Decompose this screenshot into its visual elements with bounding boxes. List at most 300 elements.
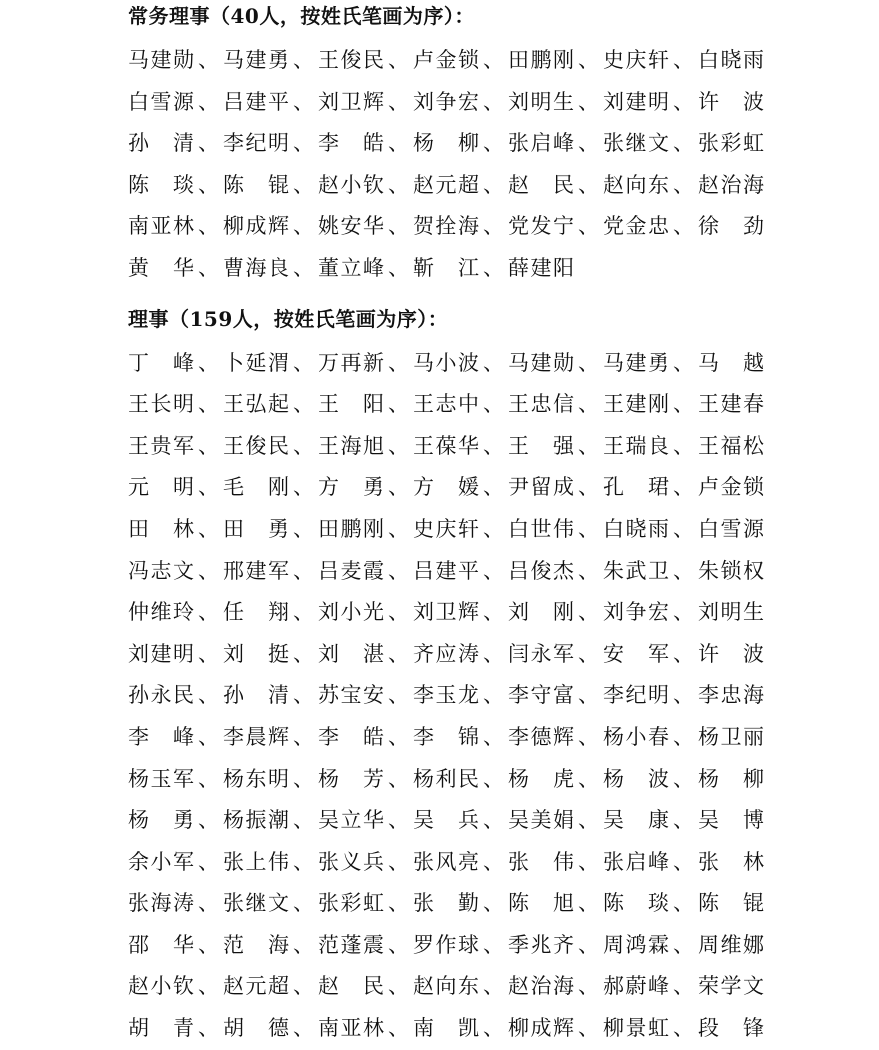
name-separator: 、 xyxy=(293,392,314,417)
name-separator: 、 xyxy=(293,255,314,280)
member-name: 田鹏刚 xyxy=(508,48,574,72)
member-name: 杨振潮 xyxy=(223,808,289,833)
member-name: 季兆齐 xyxy=(508,932,574,957)
name-separator: 、 xyxy=(388,48,409,72)
member-name: 吕建平 xyxy=(223,89,289,114)
member-name: 赵向东 xyxy=(413,974,479,999)
member-name: 赵小钦 xyxy=(128,974,194,999)
name-separator: 、 xyxy=(198,1016,219,1041)
member-name: 任 翔 xyxy=(223,600,289,625)
name-separator: 、 xyxy=(198,172,219,197)
name-separator: 、 xyxy=(198,214,219,239)
name-separator: 、 xyxy=(388,932,409,957)
name-separator: 、 xyxy=(578,433,599,458)
name-separator: 、 xyxy=(483,766,504,791)
member-name: 杨 勇 xyxy=(128,808,194,833)
name-row xyxy=(128,883,768,925)
member-name: 王 阳 xyxy=(318,392,384,417)
directors-list xyxy=(128,343,768,1050)
name-separator: 、 xyxy=(198,641,219,666)
member-name: 余小军 xyxy=(128,849,194,874)
member-name: 刘建明 xyxy=(603,89,669,114)
name-separator: 、 xyxy=(198,891,219,916)
member-name: 许 波 xyxy=(698,641,764,666)
member-name: 李 锦 xyxy=(413,724,479,749)
name-separator: 、 xyxy=(578,516,599,541)
name-separator: 、 xyxy=(673,350,694,375)
name-separator: 、 xyxy=(198,433,219,458)
member-name: 刘卫辉 xyxy=(318,89,384,114)
name-separator: 、 xyxy=(483,974,504,999)
member-name: 方 勇 xyxy=(318,475,384,500)
name-separator: 、 xyxy=(293,808,314,833)
name-separator: 、 xyxy=(578,392,599,417)
member-name: 赵元超 xyxy=(413,172,479,197)
member-name: 薛建阳 xyxy=(508,255,574,280)
member-name: 王福松 xyxy=(698,433,764,458)
name-separator: 、 xyxy=(578,974,599,999)
name-separator: 、 xyxy=(388,724,409,749)
name-separator: 、 xyxy=(578,891,599,916)
name-separator: 、 xyxy=(578,932,599,957)
member-name: 田 勇 xyxy=(223,516,289,541)
name-separator: 、 xyxy=(673,974,694,999)
name-separator: 、 xyxy=(578,214,599,239)
member-name: 李忠海 xyxy=(698,683,764,708)
name-separator: 、 xyxy=(673,891,694,916)
member-name: 王长明 xyxy=(128,392,194,417)
member-name: 李守富 xyxy=(508,683,574,708)
name-separator: 、 xyxy=(673,48,694,72)
name-separator: 、 xyxy=(673,808,694,833)
member-name: 卜延渭 xyxy=(223,350,289,375)
member-name: 丁 峰 xyxy=(128,350,194,375)
member-name: 李玉龙 xyxy=(413,683,479,708)
member-name: 李德辉 xyxy=(508,724,574,749)
member-name: 元 明 xyxy=(128,475,194,500)
name-separator: 、 xyxy=(293,766,314,791)
name-separator: 、 xyxy=(578,683,599,708)
member-name: 王葆华 xyxy=(413,433,479,458)
member-name: 杨 柳 xyxy=(698,766,764,791)
name-separator: 、 xyxy=(198,516,219,541)
name-separator: 、 xyxy=(483,516,504,541)
member-name: 李纪明 xyxy=(603,683,669,708)
member-name: 刘 湛 xyxy=(318,641,384,666)
member-name: 刘 挺 xyxy=(223,641,289,666)
name-separator: 、 xyxy=(483,558,504,583)
member-name: 王 强 xyxy=(508,433,574,458)
name-separator: 、 xyxy=(293,849,314,874)
member-name: 党发宁 xyxy=(508,214,574,239)
member-name: 贺拴海 xyxy=(413,214,479,239)
member-name: 段 锋 xyxy=(698,1016,764,1041)
name-separator: 、 xyxy=(388,172,409,197)
member-name: 南 凯 xyxy=(413,1016,479,1041)
name-row xyxy=(128,592,768,634)
member-name: 徐 劲 xyxy=(698,214,764,239)
member-name: 王弘起 xyxy=(223,392,289,417)
name-separator: 、 xyxy=(578,89,599,114)
member-name: 陈 锟 xyxy=(698,891,764,916)
member-name: 杨玉军 xyxy=(128,766,194,791)
member-name: 吕俊杰 xyxy=(508,558,574,583)
member-name: 田鹏刚 xyxy=(318,516,384,541)
member-name: 柳成辉 xyxy=(223,214,289,239)
member-name: 马建勋 xyxy=(128,48,194,72)
member-name: 刘卫辉 xyxy=(413,600,479,625)
name-separator: 、 xyxy=(483,433,504,458)
member-name: 刘 刚 xyxy=(508,600,574,625)
name-separator: 、 xyxy=(293,600,314,625)
name-separator: 、 xyxy=(673,641,694,666)
name-separator: 、 xyxy=(198,683,219,708)
member-name: 吴立华 xyxy=(318,808,384,833)
member-name: 王瑞良 xyxy=(603,433,669,458)
member-name: 王俊民 xyxy=(223,433,289,458)
member-name: 白晓雨 xyxy=(603,516,669,541)
name-separator: 、 xyxy=(198,849,219,874)
member-name: 张风亮 xyxy=(413,849,479,874)
member-name: 白世伟 xyxy=(508,516,574,541)
name-separator: 、 xyxy=(483,600,504,625)
member-name: 田 林 xyxy=(128,516,194,541)
name-row xyxy=(128,509,768,551)
name-separator: 、 xyxy=(293,724,314,749)
name-separator: 、 xyxy=(578,600,599,625)
name-separator: 、 xyxy=(198,600,219,625)
member-name: 冯志文 xyxy=(128,558,194,583)
member-name: 王贵军 xyxy=(128,433,194,458)
name-separator: 、 xyxy=(388,641,409,666)
member-name: 赵小钦 xyxy=(318,172,384,197)
name-separator: 、 xyxy=(483,849,504,874)
member-name: 罗作球 xyxy=(413,932,479,957)
name-separator: 、 xyxy=(578,849,599,874)
member-name: 邢建军 xyxy=(223,558,289,583)
name-separator: 、 xyxy=(293,683,314,708)
name-separator: 、 xyxy=(673,392,694,417)
name-row xyxy=(128,467,768,509)
member-name: 赵元超 xyxy=(223,974,289,999)
member-name: 胡 德 xyxy=(223,1016,289,1041)
name-row xyxy=(128,925,768,967)
member-name: 孔 珺 xyxy=(603,475,669,500)
name-separator: 、 xyxy=(578,172,599,197)
member-name: 安 军 xyxy=(603,641,669,666)
member-name: 孙 清 xyxy=(223,683,289,708)
member-name: 陈 锟 xyxy=(223,172,289,197)
name-separator: 、 xyxy=(388,683,409,708)
member-name: 吴 康 xyxy=(603,808,669,833)
name-row xyxy=(128,966,768,1008)
member-name: 靳 江 xyxy=(413,255,479,280)
name-row xyxy=(128,675,768,717)
name-row xyxy=(128,165,768,207)
name-separator: 、 xyxy=(483,724,504,749)
name-separator: 、 xyxy=(388,849,409,874)
name-separator: 、 xyxy=(198,558,219,583)
name-separator: 、 xyxy=(293,516,314,541)
member-name: 刘争宏 xyxy=(603,600,669,625)
member-name: 李纪明 xyxy=(223,131,289,156)
member-name: 王建春 xyxy=(698,392,764,417)
member-name: 杨 柳 xyxy=(413,131,479,156)
member-name: 周维娜 xyxy=(698,932,764,957)
member-name: 赵治海 xyxy=(508,974,574,999)
name-separator: 、 xyxy=(483,48,504,72)
name-row xyxy=(128,384,768,426)
name-separator: 、 xyxy=(388,974,409,999)
name-row xyxy=(128,842,768,884)
member-name: 毛 刚 xyxy=(223,475,289,500)
name-separator: 、 xyxy=(483,89,504,114)
member-name: 柳景虹 xyxy=(603,1016,669,1041)
name-separator: 、 xyxy=(388,558,409,583)
name-separator: 、 xyxy=(388,350,409,375)
member-name: 杨卫丽 xyxy=(698,724,764,749)
name-separator: 、 xyxy=(388,475,409,500)
member-name: 张上伟 xyxy=(223,849,289,874)
name-separator: 、 xyxy=(673,683,694,708)
name-separator: 、 xyxy=(578,475,599,500)
name-separator: 、 xyxy=(483,131,504,156)
name-separator: 、 xyxy=(483,255,504,280)
member-name: 白晓雨 xyxy=(698,48,764,72)
name-separator: 、 xyxy=(673,932,694,957)
standing-directors-list xyxy=(128,40,768,290)
member-name: 吴美娟 xyxy=(508,808,574,833)
member-name: 马建勋 xyxy=(508,350,574,375)
member-name: 杨东明 xyxy=(223,766,289,791)
name-separator: 、 xyxy=(483,641,504,666)
member-name: 许 波 xyxy=(698,89,764,114)
member-name: 刘明生 xyxy=(508,89,574,114)
member-name: 胡 青 xyxy=(128,1016,194,1041)
member-name: 方 媛 xyxy=(413,475,479,500)
member-name: 王海旭 xyxy=(318,433,384,458)
member-name: 姚安华 xyxy=(318,214,384,239)
name-separator: 、 xyxy=(673,131,694,156)
member-name: 杨 虎 xyxy=(508,766,574,791)
name-separator: 、 xyxy=(673,766,694,791)
name-separator: 、 xyxy=(673,1016,694,1041)
member-name: 李晨辉 xyxy=(223,724,289,749)
member-name: 张继文 xyxy=(223,891,289,916)
name-separator: 、 xyxy=(198,89,219,114)
name-separator: 、 xyxy=(388,89,409,114)
member-name: 南亚林 xyxy=(318,1016,384,1041)
name-separator: 、 xyxy=(293,131,314,156)
member-name: 张启峰 xyxy=(603,849,669,874)
name-separator: 、 xyxy=(673,475,694,500)
name-row xyxy=(128,82,768,124)
name-separator: 、 xyxy=(388,808,409,833)
member-name: 董立峰 xyxy=(318,255,384,280)
member-name: 白雪源 xyxy=(128,89,194,114)
member-name: 孙永民 xyxy=(128,683,194,708)
member-name: 李 峰 xyxy=(128,724,194,749)
member-name: 郝蔚峰 xyxy=(603,974,669,999)
member-name: 卢金锁 xyxy=(413,48,479,72)
member-name: 吴 博 xyxy=(698,808,764,833)
member-name: 邵 华 xyxy=(128,932,194,957)
name-separator: 、 xyxy=(388,255,409,280)
name-row xyxy=(128,123,768,165)
member-name: 王忠信 xyxy=(508,392,574,417)
member-name: 马建勇 xyxy=(223,48,289,72)
name-separator: 、 xyxy=(198,808,219,833)
name-row xyxy=(128,634,768,676)
member-name: 齐应涛 xyxy=(413,641,479,666)
member-name: 史庆轩 xyxy=(413,516,479,541)
name-separator: 、 xyxy=(483,214,504,239)
member-name: 仲维玲 xyxy=(128,600,194,625)
name-separator: 、 xyxy=(388,131,409,156)
name-separator: 、 xyxy=(483,932,504,957)
name-separator: 、 xyxy=(198,932,219,957)
name-separator: 、 xyxy=(293,891,314,916)
name-separator: 、 xyxy=(293,214,314,239)
name-separator: 、 xyxy=(388,766,409,791)
name-separator: 、 xyxy=(483,475,504,500)
member-name: 张 林 xyxy=(698,849,764,874)
member-name: 李 皓 xyxy=(318,131,384,156)
name-separator: 、 xyxy=(578,558,599,583)
member-name: 吕建平 xyxy=(413,558,479,583)
name-row xyxy=(128,1008,768,1050)
member-name: 王志中 xyxy=(413,392,479,417)
name-separator: 、 xyxy=(578,641,599,666)
member-name: 史庆轩 xyxy=(603,48,669,72)
name-separator: 、 xyxy=(673,600,694,625)
name-separator: 、 xyxy=(198,131,219,156)
member-name: 吕麦霞 xyxy=(318,558,384,583)
member-name: 朱武卫 xyxy=(603,558,669,583)
name-separator: 、 xyxy=(198,392,219,417)
member-name: 范蓬震 xyxy=(318,932,384,957)
name-separator: 、 xyxy=(198,475,219,500)
directors-heading: 理事（159人，按姓氏笔画为序）： xyxy=(128,306,449,331)
member-name: 张彩虹 xyxy=(318,891,384,916)
name-separator: 、 xyxy=(483,350,504,375)
member-name: 刘明生 xyxy=(698,600,764,625)
name-row xyxy=(128,248,768,290)
name-separator: 、 xyxy=(483,172,504,197)
member-name: 刘建明 xyxy=(128,641,194,666)
member-name: 张海涛 xyxy=(128,891,194,916)
member-name: 赵 民 xyxy=(508,172,574,197)
name-separator: 、 xyxy=(578,350,599,375)
member-name: 赵向东 xyxy=(603,172,669,197)
name-row xyxy=(128,551,768,593)
name-row xyxy=(128,800,768,842)
member-name: 张义兵 xyxy=(318,849,384,874)
name-separator: 、 xyxy=(673,724,694,749)
name-separator: 、 xyxy=(198,255,219,280)
name-separator: 、 xyxy=(293,48,314,72)
name-separator: 、 xyxy=(198,766,219,791)
name-separator: 、 xyxy=(388,600,409,625)
member-name: 王建刚 xyxy=(603,392,669,417)
member-name: 孙 清 xyxy=(128,131,194,156)
member-name: 刘小光 xyxy=(318,600,384,625)
name-separator: 、 xyxy=(293,1016,314,1041)
name-separator: 、 xyxy=(293,641,314,666)
member-name: 陈 琰 xyxy=(128,172,194,197)
member-name: 万再新 xyxy=(318,350,384,375)
name-separator: 、 xyxy=(293,558,314,583)
name-row xyxy=(128,717,768,759)
name-separator: 、 xyxy=(673,172,694,197)
name-separator: 、 xyxy=(293,172,314,197)
member-name: 杨利民 xyxy=(413,766,479,791)
name-row xyxy=(128,759,768,801)
member-name: 荣学文 xyxy=(698,974,764,999)
member-name: 张启峰 xyxy=(508,131,574,156)
member-name: 杨 芳 xyxy=(318,766,384,791)
member-name: 朱锁权 xyxy=(698,558,764,583)
member-name: 陈 旭 xyxy=(508,891,574,916)
name-separator: 、 xyxy=(483,891,504,916)
name-separator: 、 xyxy=(673,849,694,874)
name-separator: 、 xyxy=(293,974,314,999)
name-separator: 、 xyxy=(388,214,409,239)
member-name: 尹留成 xyxy=(508,475,574,500)
member-name: 马 越 xyxy=(698,350,764,375)
name-row xyxy=(128,343,768,385)
name-separator: 、 xyxy=(673,214,694,239)
name-separator: 、 xyxy=(578,131,599,156)
name-row xyxy=(128,206,768,248)
member-name: 马建勇 xyxy=(603,350,669,375)
name-separator: 、 xyxy=(483,683,504,708)
name-separator: 、 xyxy=(673,516,694,541)
name-separator: 、 xyxy=(388,392,409,417)
member-name: 周鸿霖 xyxy=(603,932,669,957)
name-separator: 、 xyxy=(483,808,504,833)
member-name: 卢金锁 xyxy=(698,475,764,500)
name-separator: 、 xyxy=(388,433,409,458)
member-name: 赵 民 xyxy=(318,974,384,999)
member-name: 张彩虹 xyxy=(698,131,764,156)
member-name: 黄 华 xyxy=(128,255,194,280)
member-name: 苏宝安 xyxy=(318,683,384,708)
name-row xyxy=(128,40,768,82)
name-separator: 、 xyxy=(578,808,599,833)
member-name: 党金忠 xyxy=(603,214,669,239)
member-name: 范 海 xyxy=(223,932,289,957)
name-separator: 、 xyxy=(578,766,599,791)
name-separator: 、 xyxy=(293,433,314,458)
name-separator: 、 xyxy=(483,392,504,417)
name-separator: 、 xyxy=(483,1016,504,1041)
member-name: 刘争宏 xyxy=(413,89,479,114)
member-list-document xyxy=(128,0,768,1050)
name-separator: 、 xyxy=(198,974,219,999)
name-separator: 、 xyxy=(293,932,314,957)
member-name: 赵治海 xyxy=(698,172,764,197)
name-row xyxy=(128,426,768,468)
member-name: 杨 波 xyxy=(603,766,669,791)
name-separator: 、 xyxy=(578,48,599,72)
name-separator: 、 xyxy=(293,475,314,500)
member-name: 王俊民 xyxy=(318,48,384,72)
member-name: 张 勤 xyxy=(413,891,479,916)
name-separator: 、 xyxy=(578,724,599,749)
member-name: 吴 兵 xyxy=(413,808,479,833)
name-separator: 、 xyxy=(673,433,694,458)
